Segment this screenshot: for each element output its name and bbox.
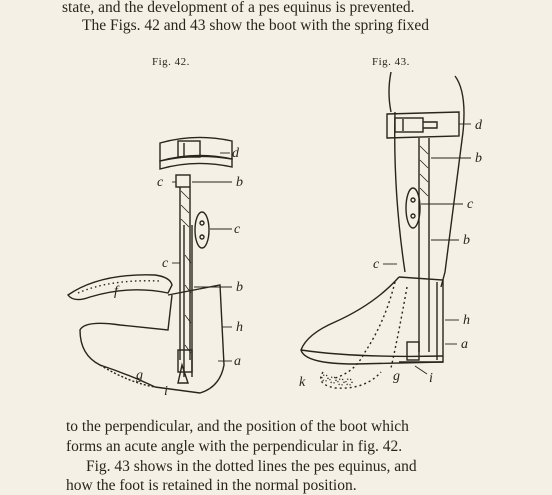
figure-43-illustration xyxy=(295,72,500,397)
figure-43-caption: Fig. 43. xyxy=(372,56,410,68)
label-c: c xyxy=(157,175,164,190)
paragraph-line: forms an acute angle with the perpendicular in fig. 42. xyxy=(66,438,403,455)
label-b: b xyxy=(236,175,243,190)
label-b: b xyxy=(236,280,243,295)
paragraph-line: state, and the development of a pes equinus is prevented. xyxy=(62,0,415,16)
label-b: b xyxy=(475,151,482,166)
label-g: g xyxy=(393,369,400,384)
paragraph-line: Fig. 43 shows in the dotted lines the pes equinus, and xyxy=(86,458,417,475)
label-i: i xyxy=(164,384,168,399)
paragraph-line: The Figs. 42 and 43 show the boot with the spring fixed xyxy=(82,17,429,34)
label-f: f xyxy=(114,284,118,299)
label-d: d xyxy=(232,146,239,161)
label-a: a xyxy=(461,337,468,352)
label-c: c xyxy=(234,222,241,237)
label-g: g xyxy=(136,368,143,383)
figure-42-illustration xyxy=(60,125,280,400)
label-c: c xyxy=(162,256,169,271)
label-c: c xyxy=(373,257,380,272)
label-h: h xyxy=(463,313,470,328)
label-k: k xyxy=(299,375,306,390)
label-c: c xyxy=(467,197,474,212)
paragraph-line: how the foot is retained in the normal position. xyxy=(66,477,357,494)
figure-42-caption: Fig. 42. xyxy=(152,56,190,68)
label-d: d xyxy=(475,118,482,133)
label-a: a xyxy=(234,354,241,369)
label-b: b xyxy=(463,233,470,248)
paragraph-line: to the perpendicular, and the position of the boot which xyxy=(66,418,409,435)
leg-outline xyxy=(389,72,391,112)
label-i: i xyxy=(429,371,433,386)
label-h: h xyxy=(236,320,243,335)
